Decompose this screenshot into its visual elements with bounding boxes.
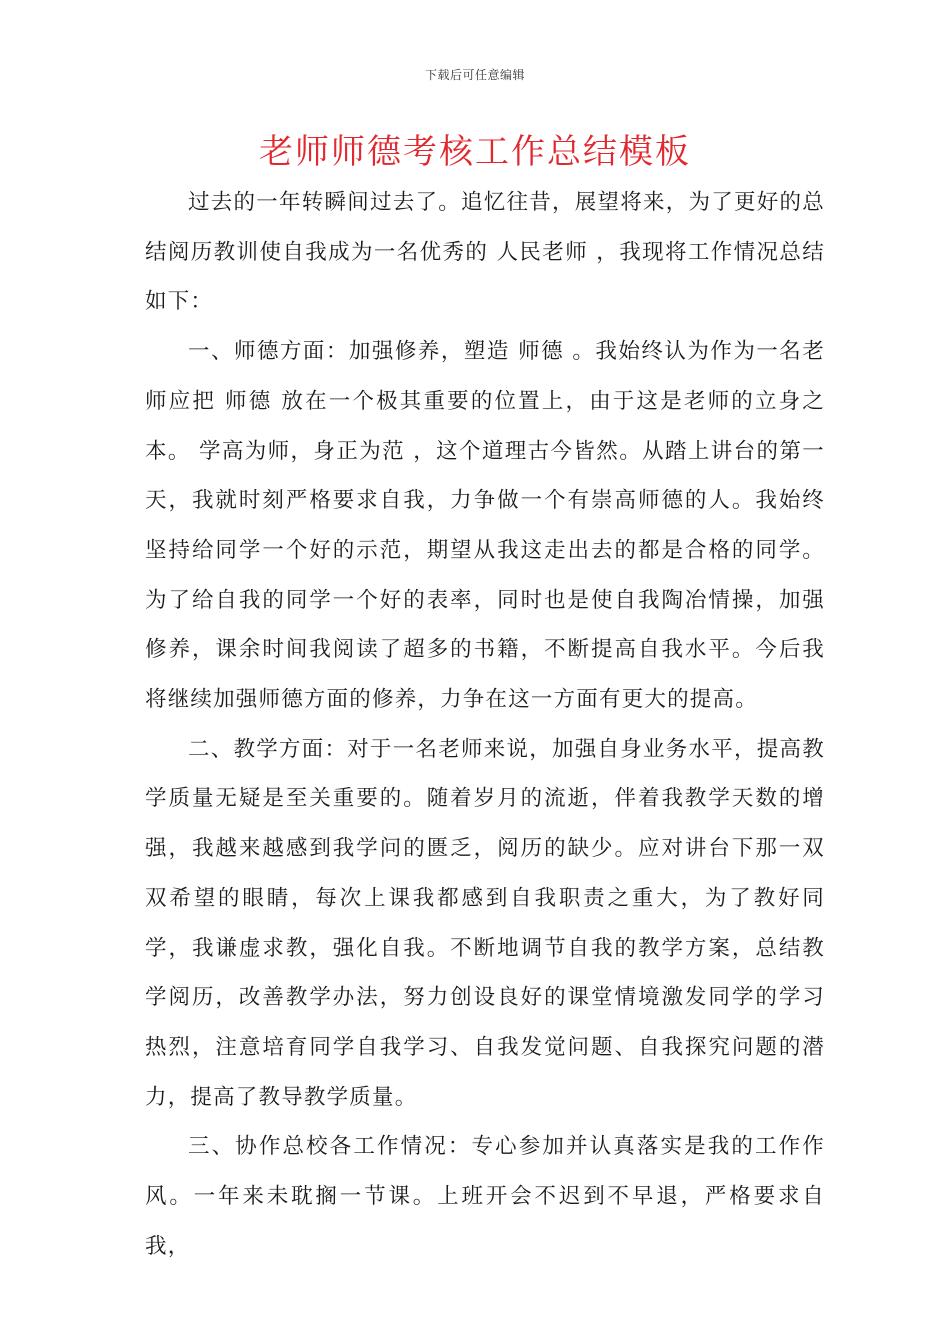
header-note: 下载后可任意编辑: [424, 68, 525, 82]
paragraph-cooperation: 三、协作总校各工作情况：专心参加并认真落实是我的工作作风。一年来未耽搁一节课。上班开会不迟到不早退，严格要求自我，: [145, 1134, 825, 1259]
document-title: 老师师德考核工作总结模板: [259, 132, 691, 172]
document-body: [145, 178, 825, 1271]
paragraph-teaching: 二、教学方面：对于一名老师来说，加强自身业务水平，提高教学质量无疑是至关重要的。随着岁月的流逝，伴着我教学天数的增强，我越来越感到我学问的匮乏，阅历的缺少。应对讲台下那一双双希望的眼睛，每次上课我都感到自我职责之重大，为了教好同学，我谦虚求教，强化自我。不断地调节自我的教学方案，总结教学阅历，改善教学办法，努力创设良好的课堂情境激发同学的学习热烈，注意培育同学自我学习、自我发觉问题、自我探究问题的潜力，提高了教导教学质量。: [145, 736, 825, 1110]
paragraph-intro: 过去的一年转瞬间过去了。追忆往昔，展望将来，为了更好的总结阅历教训使自我成为一名优秀的 人民老师 ，我现将工作情况总结如下：: [145, 190, 825, 315]
paragraph-ethics: 一、师德方面：加强修养，塑造 师德 。我始终认为作为一名老师应把 师德 放在一个极其重要的位置上，由于这是老师的立身之本。 学高为师，身正为范 ，这个道理古今皆然。从踏上讲台的第一天，我就时刻严格要求自我，力争做一个有崇高师德的人。我始终坚持给同学一个好的示范，期望从我这走出去的都是合格的同学。为了给自我的同学一个好的表率，同时也是使自我陶冶情操，加强修养，课余时间我阅读了超多的书籍，不断提高自我水平。今后我将继续加强师德方面的修养，力争在这一方面有更大的提高。: [145, 339, 825, 713]
